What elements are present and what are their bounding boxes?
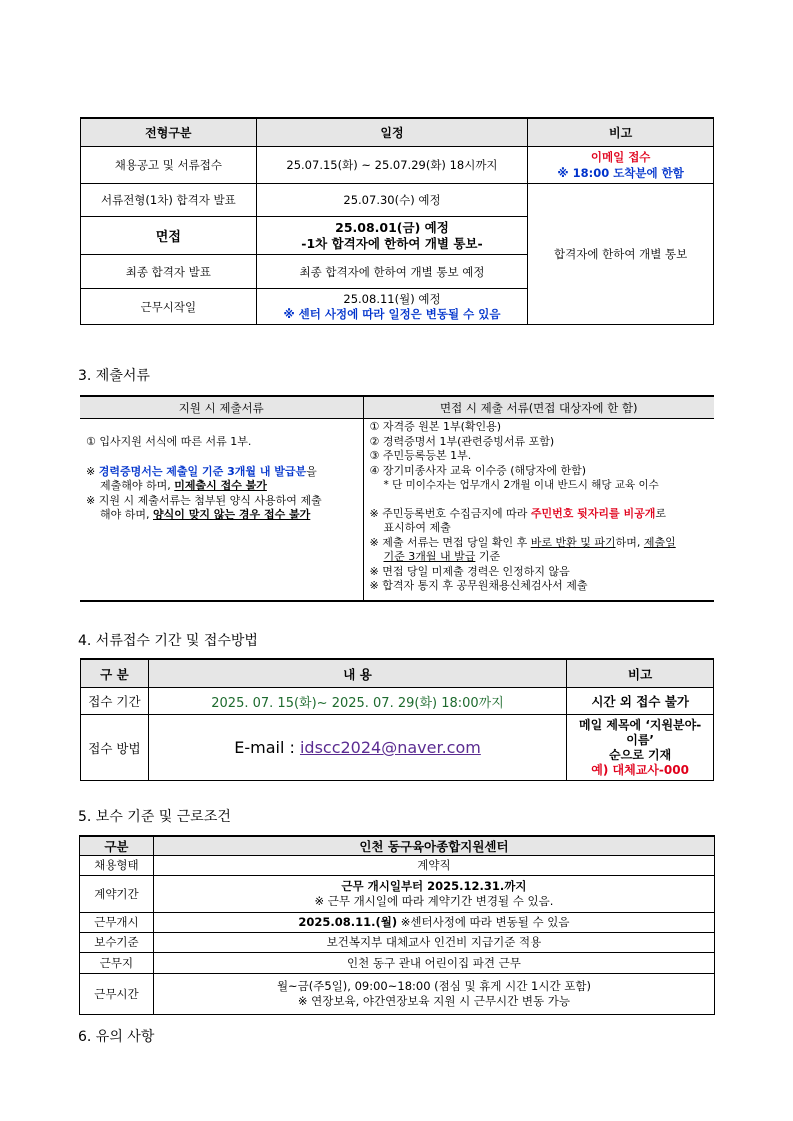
date-cell: 25.07.15(화) ~ 25.07.29(화) 18시까지 — [256, 147, 528, 184]
interview-doc-line: ※ 면접 당일 미제출 경력은 인정하지 않음 — [369, 564, 570, 578]
start-date: 25.08.11(월) 예정 — [343, 291, 441, 306]
row-value: 월~금(주5일), 09:00~18:00 (점심 및 휴게 시간 1시간 포함) ※ 연장보육, 야간연장보육 지원 시 근무시간 변동 가능 — [153, 974, 714, 1015]
row-label: 채용형태 — [80, 856, 154, 876]
apply-doc-line: 제출해야 하며, 미제출시 접수 불가 — [100, 479, 267, 492]
interview-doc-line: ※ 주민등록번호 수집금지에 따라 주민번호 뒷자리를 비공개로 — [369, 506, 667, 520]
table-row — [81, 715, 714, 781]
row-value: 2025.08.11.(월) ※센터사정에 따라 변동될 수 있음 — [153, 913, 714, 933]
date-cell — [256, 217, 528, 255]
date-cell: 25.07.30(수) 예정 — [256, 184, 528, 217]
table-row — [81, 184, 714, 217]
row-value: 계약직 — [153, 856, 714, 876]
documents-header-row — [80, 396, 714, 419]
date-cell: 최종 합격자에 한하여 개별 통보 예정 — [256, 255, 528, 289]
interview-doc-line: ③ 주민등록등본 1부. — [369, 449, 472, 462]
interview-doc-line: 기준 3개월 내 발급 기준 — [383, 550, 501, 563]
section6-title: 6. 유의 사항 — [78, 1029, 155, 1045]
interview-doc-line: ※ 제출 서류는 면접 당일 확인 후 바로 반환 및 파기하며, 제출일 — [369, 535, 676, 549]
apply-doc-line: ① 입사지원 서식에 따른 서류 1부. — [86, 435, 252, 448]
header-category: 구분 — [80, 836, 154, 856]
header-note: 비고 — [567, 659, 714, 688]
deadline-note: ※ 18:00 도착분에 한함 — [557, 166, 684, 180]
interview-docs-cell — [363, 419, 714, 601]
table-row — [80, 876, 715, 913]
interview-doc-line: ② 경력증명서 1부(관련증빙서류 포함) — [369, 434, 555, 448]
submission-header-row — [81, 659, 714, 688]
row-value: 보건복지부 대체교사 인건비 지급기준 적용 — [153, 933, 714, 953]
table-row — [81, 147, 714, 184]
start-date-notice: ※ 센터 사정에 따라 일정은 변동될 수 있음 — [283, 306, 501, 321]
table-row — [80, 974, 715, 1015]
submission-table — [80, 658, 714, 781]
header-interview-docs: 면접 시 제출 서류(면접 대상자에 한 함) — [363, 396, 714, 419]
section5-title: 5. 보수 기준 및 근로조건 — [78, 809, 231, 825]
period-note: 시간 외 접수 불가 — [567, 688, 714, 715]
stage-cell: 채용공고 및 서류접수 — [81, 147, 257, 184]
header-date: 일정 — [256, 118, 528, 147]
apply-doc-line: 해야 하며, 양식이 맞지 않는 경우 접수 불가 — [100, 508, 311, 521]
table-row — [80, 953, 715, 974]
section4-title: 4. 서류접수 기간 및 접수방법 — [78, 633, 258, 649]
interview-date: 25.08.01(금) 예정 — [335, 219, 449, 235]
table-row — [81, 688, 714, 715]
header-note: 비고 — [528, 118, 714, 147]
table-row — [80, 913, 715, 933]
header-apply-docs: 지원 시 제출서류 — [80, 396, 363, 419]
stage-cell: 근무시작일 — [81, 289, 257, 325]
interview-notice: -1차 합격자에 한하여 개별 통보- — [301, 235, 483, 251]
apply-doc-line: ※ 지원 시 제출서류는 첨부된 양식 사용하여 제출 — [86, 493, 322, 507]
conditions-header-row — [80, 836, 715, 856]
apply-doc-line: ※ 경력증명서는 제출일 기준 3개월 내 발급분을 — [86, 464, 317, 478]
row-label: 근무개시 — [80, 913, 154, 933]
method-note: 메일 제목에 ‘지원분야- 이름’ 순으로 기재 예) 대체교사-000 — [567, 715, 714, 781]
header-center-name: 인천 동구육아종합지원센터 — [153, 836, 714, 856]
method-label: 접수 방법 — [81, 715, 149, 781]
schedule-header-row — [81, 118, 714, 147]
row-label: 근무시간 — [80, 974, 154, 1015]
note-cell — [528, 147, 714, 184]
email-link[interactable]: idscc2024@naver.com — [299, 738, 481, 757]
table-row — [80, 933, 715, 953]
table-row — [80, 419, 714, 601]
row-label: 계약기간 — [80, 876, 154, 913]
interview-doc-line: ※ 합격자 통지 후 공무원채용신체검사서 제출 — [369, 579, 588, 592]
row-label: 보수기준 — [80, 933, 154, 953]
stage-cell: 면접 — [81, 217, 257, 255]
method-value — [148, 715, 566, 781]
row-value: 근무 개시일부터 2025.12.31.까지 ※ 근무 개시일에 따라 계약기간 변경될 수 있음. — [153, 876, 714, 913]
conditions-table — [79, 835, 715, 1015]
apply-docs-cell — [80, 419, 363, 601]
email-apply-note: 이메일 접수 — [590, 150, 651, 164]
section3-title: 3. 제출서류 — [78, 368, 150, 384]
schedule-table — [80, 117, 714, 325]
table-row — [80, 856, 715, 876]
documents-table — [80, 395, 714, 602]
period-value: 2025. 07. 15(화)~ 2025. 07. 29(화) 18:00까지 — [148, 688, 566, 715]
interview-doc-line: ① 자격증 원본 1부(확인용) — [369, 420, 502, 433]
interview-doc-line: ④ 장기미종사자 교육 이수증 (해당자에 한함) — [369, 463, 587, 477]
merged-note-cell: 합격자에 한하여 개별 통보 — [528, 184, 714, 325]
row-value: 인천 동구 관내 어린이집 파견 근무 — [153, 953, 714, 974]
header-category: 구 분 — [81, 659, 149, 688]
period-label: 접수 기간 — [81, 688, 149, 715]
header-stage: 전형구분 — [81, 118, 257, 147]
stage-cell: 최종 합격자 발표 — [81, 255, 257, 289]
header-content: 내 용 — [148, 659, 566, 688]
date-cell — [256, 289, 528, 325]
interview-doc-line: * 단 미이수자는 업무개시 2개월 이내 반드시 해당 교육 이수 — [383, 479, 659, 491]
interview-doc-line: 표시하여 제출 — [383, 521, 451, 534]
stage-cell: 서류전형(1차) 합격자 발표 — [81, 184, 257, 217]
email-label: E-mail : — [234, 738, 300, 757]
row-label: 근무지 — [80, 953, 154, 974]
